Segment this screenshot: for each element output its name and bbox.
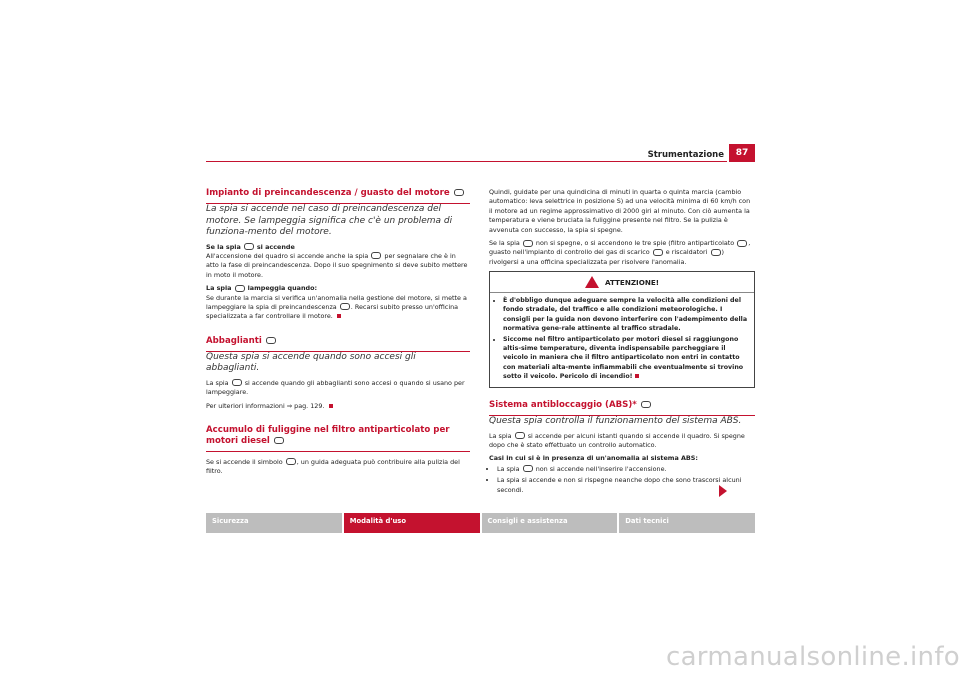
section-heading: Accumulo di fuliggine nel filtro antiparticolato per motori diesel [206,424,450,446]
paragraph: Se si accende il simbolo , un guida adeguata può contribuire alla pulizia del filtro. [206,457,460,476]
header-rule [206,161,727,162]
glow-plug-icon [454,189,464,196]
warning-header: ATTENZIONE! [490,272,754,293]
section-abs [489,400,755,495]
section-diesel-filter [206,425,470,477]
section-subtitle: Questa spia si accende quando sono accesi gli abbaglianti. [206,351,416,374]
diesel-particulate-filter-icon [737,240,747,247]
section-heading: Sistema antibloccaggio (ABS)* [489,400,755,411]
section-high-beam [206,336,470,411]
section-heading: Impianto di preincandescenza / guasto del motore [206,188,470,199]
warning-box [489,271,755,388]
list-item: • Siccome nel filtro antiparticolato per motori diesel si raggiungono altis-sime temperature, diventa indispensabile parcheggiare il veicolo in maniera che il filtro antiparticolato non entri in contatto con materiali alta-mente infiammabili che eventualmente si trovino sotto il veicolo. Pericolo di incendio! [503,335,749,381]
glow-plug-icon [340,303,350,310]
section-rule [206,451,470,452]
abs-icon [641,401,651,408]
list-item: • La spia non si accende nell'inserire l'accensione. [497,465,755,474]
abs-icon [515,432,525,439]
high-beam-icon [232,379,242,386]
bullet-list [489,465,755,495]
end-marker [635,374,639,378]
section-glow-plug [206,188,470,322]
paragraph: La spia si accende quando gli abbaglianti sono accesi o quando si usano per lampeggiare. [206,378,465,397]
glow-plug-icon [711,249,721,256]
tab-sicurezza[interactable]: Sicurezza [206,513,342,533]
diesel-particulate-filter-icon [523,240,533,247]
section-heading: Abbaglianti [206,336,470,347]
list-item: • È d'obbligo dunque adeguare sempre la velocità alle condizioni del fondo stradale, del traffico e alle condizioni meteorologiche. I consigli per la guida non devono interferire con l'adempimento della normativa gene-rale attinente al traffico stradale. [503,296,749,333]
paragraph: Se la spia si accende All'accensione del quadro si accende anche la spia per segnalare che è in atto la fase di preincandescenza. Dopo il suo spegnimento si deve subito mettere in moto il motore. [206,242,468,279]
glow-plug-icon [244,243,254,250]
continue-arrow-icon [719,485,727,497]
page-number: 87 [729,144,755,162]
chapter-title: Strumentazione [647,150,724,160]
tab-modalita-uso[interactable]: Modalità d'uso [344,513,480,533]
paragraph-label: Casi in cui si è in presenza di un'anomalia al sistema ABS: [489,454,698,463]
section-subtitle: Questa spia controlla il funzionamento del sistema ABS. [489,416,742,427]
left-column [206,188,470,481]
warning-body [490,293,754,387]
diesel-particulate-filter-icon [286,458,296,465]
diesel-particulate-filter-icon [274,437,284,444]
tab-consigli-assistenza[interactable]: Consigli e assistenza [482,513,618,533]
glow-plug-icon [371,252,381,259]
paragraph: Quindi, guidate per una quindicina di minuti in quarta o quinta marcia (cambio automatico: leva selettrice in posizione S) ad una velocità minima di 60 km/h con il motore ad un regime approssimativo di 2000 giri al minuto. Con ciò aumenta la temperatura e viene bruciata la fuliggine presente nel filtro. Se la pulizia è avvenuta con successo, la spia si spegne. [489,188,751,234]
exhaust-control-icon [653,249,663,256]
glow-plug-icon [235,285,245,292]
abs-icon [523,465,533,472]
tab-dati-tecnici[interactable]: Dati tecnici [619,513,755,533]
warning-triangle-icon [585,276,599,288]
watermark: carmanualsonline.info [665,642,960,672]
right-column [489,188,755,497]
warning-list [495,296,749,381]
list-item: • La spia si accende e non si rispegne neanche dopo che sono trascorsi alcuni secondi. [497,476,755,495]
high-beam-icon [266,337,276,344]
footer-tabs [206,513,755,533]
paragraph: La spia lampeggia quando: Se durante la marcia si verifica un'anomalia nella gestione del motore, si mette a lampeggiare la spia di preincandescenza . Recarsi subito presso un'officina specializzata a far controllare il motore. [206,284,467,321]
end-marker [337,314,341,318]
paragraph: Per ulteriori informazioni ⇒ pag. 129. [206,402,470,411]
paragraph: La spia si accende per alcuni istanti quando si accende il quadro. Si spegne dopo che è stato effettuato un controllo automatico. [489,431,745,449]
section-subtitle: La spia si accende nel caso di preincandescenza del motore. Se lampeggia significa che c'è un problema di funziona-mento del motore. [206,204,453,237]
paragraph: Se la spia non si spegne, o si accendono le tre spie (filtro antiparticolato , guasto nell'impianto di controllo dei gas di scarico e riscaldatori ) rivolgersi a una officina specializzata per risolvere l'anomalia. [489,239,751,266]
end-marker [329,404,333,408]
